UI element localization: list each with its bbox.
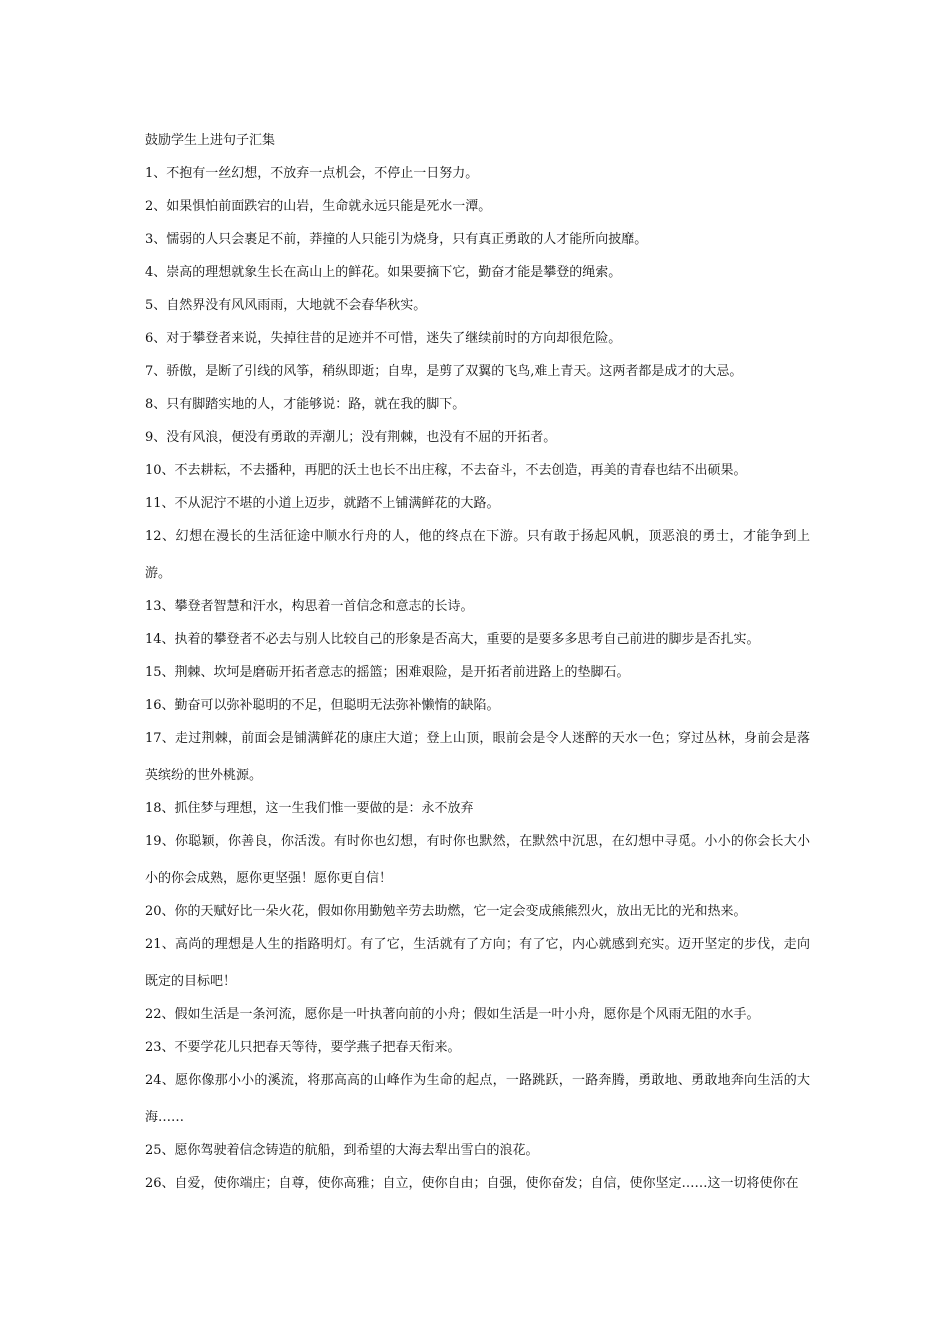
list-item: 11、不从泥泞不堪的小道上迈步，就踏不上铺满鲜花的大路。 [145,496,500,511]
list-item: 16、勤奋可以弥补聪明的不足，但聪明无法弥补懒惰的缺陷。 [145,698,500,713]
list-item: 2、如果惧怕前面跌宕的山岩，生命就永远只能是死水一潭。 [145,199,492,214]
list-item: 8、只有脚踏实地的人，才能够说：路，就在我的脚下。 [145,397,466,412]
list-item: 7、骄傲，是断了引线的风筝，稍纵即逝；自卑，是剪了双翼的飞鸟,难上青天。这两者都是成才的大忌。 [145,364,743,379]
document-body [145,124,810,1200]
list-item: 12、幻想在漫长的生活征途中顺水行舟的人，他的终点在下游。只有敢于扬起风帆，顶恶浪的勇士，才能争到上游。 [145,529,810,581]
list-item: 22、假如生活是一条河流，愿你是一叶执著向前的小舟；假如生活是一叶小舟，愿你是个风雨无阻的水手。 [145,1007,760,1022]
list-item: 4、崇高的理想就象生长在高山上的鲜花。如果要摘下它，勤奋才能是攀登的绳索。 [145,265,622,280]
list-item: 3、懦弱的人只会裹足不前，莽撞的人只能引为烧身，只有真正勇敢的人才能所向披靡。 [145,232,648,247]
list-item: 13、攀登者智慧和汗水，构思着一首信念和意志的长诗。 [145,599,474,614]
list-item: 9、没有风浪，便没有勇敢的弄潮儿；没有荆棘，也没有不屈的开拓者。 [145,430,557,445]
list-item: 20、你的天赋好比一朵火花，假如你用勤勉辛劳去助燃，它一定会变成熊熊烈火，放出无比的光和热来。 [145,904,747,919]
list-item: 14、执着的攀登者不必去与别人比较自己的形象是否高大，重要的是要多多思考自己前进的脚步是否扎实。 [145,632,760,647]
list-item: 26、自爱，使你端庄；自尊，使你高雅；自立，使你自由；自强，使你奋发；自信，使你坚定……这一切将使你在 [145,1176,799,1191]
document-title: 鼓励学生上进句子汇集 [145,133,276,148]
list-item: 18、抓住梦与理想，这一生我们惟一要做的是：永不放弃 [145,801,474,816]
list-item: 25、愿你驾驶着信念铸造的航船，到希望的大海去犁出雪白的浪花。 [145,1143,539,1158]
list-item: 21、高尚的理想是人生的指路明灯。有了它，生活就有了方向；有了它，内心就感到充实。迈开坚定的步伐，走向既定的目标吧！ [145,937,810,989]
list-item: 6、对于攀登者来说，失掉往昔的足迹并不可惜，迷失了继续前时的方向却很危险。 [145,331,622,346]
list-item: 15、荆棘、坎坷是磨砺开拓者意志的摇篮；困难艰险，是开拓者前进路上的垫脚石。 [145,665,630,680]
list-item: 17、走过荆棘，前面会是铺满鲜花的康庄大道；登上山顶，眼前会是令人迷醉的天水一色；穿过丛林，身前会是落英缤纷的世外桃源。 [145,731,810,783]
list-item: 5、自然界没有风风雨雨，大地就不会春华秋实。 [145,298,427,313]
list-item: 1、不抱有一丝幻想，不放弃一点机会，不停止一日努力。 [145,166,479,181]
list-item: 19、你聪颖，你善良，你活泼。有时你也幻想，有时你也默然，在默然中沉思，在幻想中寻觅。小小的你会长大小小的你会成熟，愿你更坚强！愿你更自信！ [145,834,810,886]
list-item: 23、不要学花儿只把春天等待，要学燕子把春天衔来。 [145,1040,461,1055]
list-item: 24、愿你像那小小的溪流，将那高高的山峰作为生命的起点，一路跳跃，一路奔腾，勇敢地、勇敢地奔向生活的大海…… [145,1073,810,1125]
list-item: 10、不去耕耘，不去播种，再肥的沃土也长不出庄稼，不去奋斗，不去创造，再美的青春也结不出硕果。 [145,463,747,478]
